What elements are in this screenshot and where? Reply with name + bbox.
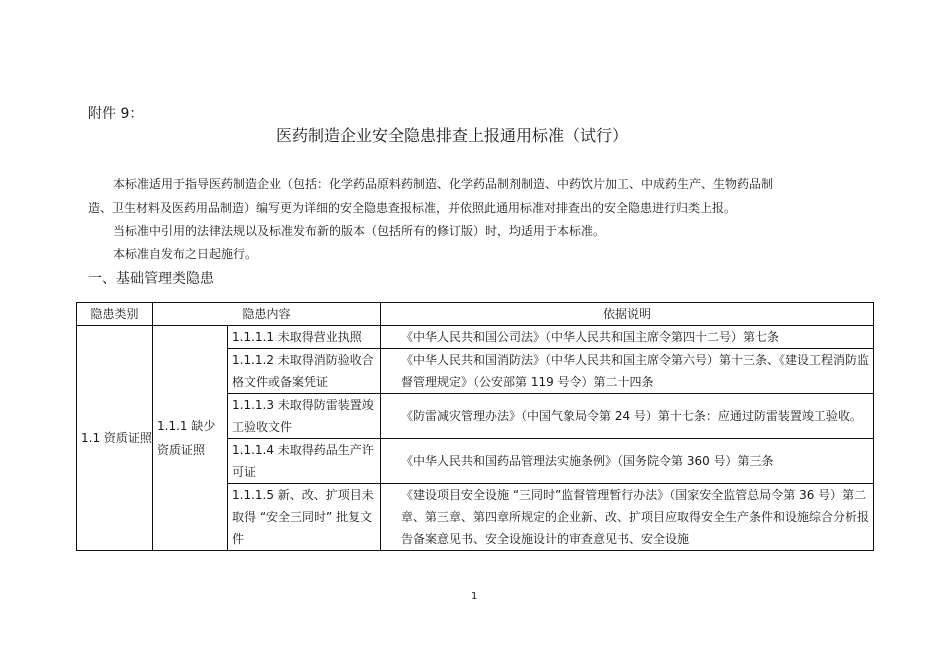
scope-paragraph-line2: 造、卫生材料及医药用品制造）编写更为详细的安全隐患查报标准，并依照此通用标准对排查出的安全隐患进行归类上报。	[88, 201, 737, 215]
subcategory-cell: 1.1.1 缺少资质证照	[153, 326, 228, 551]
item-cell: 1.1.1.3 未取得防雷装置竣工验收文件	[228, 394, 381, 439]
hazard-table	[76, 302, 874, 551]
table-row	[77, 326, 874, 349]
basis-cell: 《中华人民共和国药品管理法实施条例》（国务院令第 360 号）第三条	[381, 439, 874, 484]
page-number: 1	[471, 591, 478, 602]
attachment-label: 附件 9：	[88, 106, 144, 122]
document-title: 医药制造企业安全隐患排查上报通用标准（试行）	[276, 126, 629, 145]
section-heading: 一、基础管理类隐患	[88, 271, 214, 287]
table-header-row	[77, 303, 874, 326]
scope-paragraph-line1: 本标准适用于指导医药制造企业（包括：化学药品原料药制造、化学药品制剂制造、中药饮片加工、中成药生产、生物药品制	[113, 177, 774, 191]
item-cell: 1.1.1.4 未取得药品生产许可证	[228, 439, 381, 484]
header-content: 隐患内容	[153, 303, 381, 326]
basis-cell: 《中华人民共和国消防法》（中华人民共和国主席令第六号）第十三条、《建设工程消防监督管理规定》（公安部第 119 号令）第二十四条	[381, 349, 874, 394]
basis-cell: 《中华人民共和国公司法》（中华人民共和国主席令第四十二号）第七条	[381, 326, 874, 349]
effective-paragraph: 本标准自发布之日起施行。	[113, 247, 258, 261]
item-cell: 1.1.1.5 新、改、扩项目未取得 “安全三同时” 批复文件	[228, 484, 381, 551]
item-cell: 1.1.1.1 未取得营业执照	[228, 326, 381, 349]
header-basis: 依据说明	[381, 303, 874, 326]
versions-paragraph: 当标准中引用的法律法规以及标准发布新的版本（包括所有的修订版）时，均适用于本标准。	[113, 224, 606, 238]
header-category: 隐患类别	[77, 303, 153, 326]
item-cell: 1.1.1.2 未取得消防验收合格文件或备案凭证	[228, 349, 381, 394]
category-cell: 1.1 资质证照	[77, 326, 153, 551]
basis-cell: 《建设项目安全设施 “三同时”监督管理暂行办法》（国家安全监管总局令第 36 号）第二章、第三章、第四章所规定的企业新、改、扩项目应取得安全生产条件和设施综合分析报告备案意见书、安全设施设计的审查意见书、安全设施	[381, 484, 874, 551]
basis-cell: 《防雷减灾管理办法》（中国气象局令第 24 号）第十七条：应通过防雷装置竣工验收。	[381, 394, 874, 439]
